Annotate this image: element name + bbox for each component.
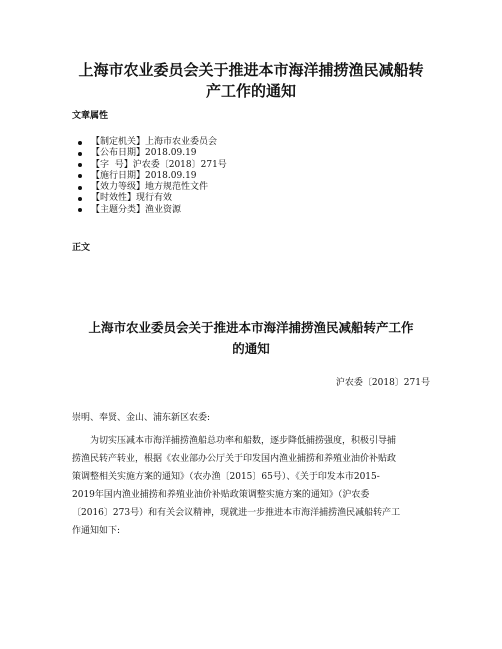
attribute-item [72, 205, 227, 216]
body-title-line: 的通知 [232, 341, 270, 356]
bullet-icon [78, 163, 82, 167]
document-number: 沪农委〔2018〕271号 [335, 378, 430, 388]
paragraph-line: 作通知如下: [72, 526, 121, 537]
body-title [40, 317, 462, 359]
attribute-text: 【时效性】现行有效 [91, 193, 173, 204]
attribute-text: 【主题分类】渔业资源 [91, 204, 182, 215]
attribute-item [72, 182, 227, 193]
attribute-text: 【字 号】沪农委〔2018〕271号 [91, 159, 227, 170]
body-heading: 正文 [72, 243, 91, 253]
attribute-item [72, 160, 227, 171]
attribute-text: 【效力等级】地方规范性文件 [91, 182, 209, 193]
bullet-icon [78, 197, 82, 201]
attribute-item [72, 137, 227, 148]
paragraph-line: 〔2016〕273号）和有关会议精神，现就进一步推进本市海洋捕捞渔民减船转产工 [72, 508, 401, 519]
attribute-list [72, 137, 227, 216]
bullet-icon [78, 174, 82, 178]
attribute-text: 【制定机关】上海市农业委员会 [91, 137, 218, 147]
paragraph-line: 策调整相关实施方案的通知》（农办渔〔2015〕65号）、《关于印发本市2015- [72, 472, 380, 483]
body-paragraph [72, 432, 432, 541]
attribute-text: 【公布日期】2018.09.19 [91, 148, 197, 159]
bullet-icon [78, 208, 82, 212]
salutation: 崇明、奉贤、金山、浦东新区农委: [72, 413, 211, 423]
attribute-text: 【施行日期】2018.09.19 [91, 170, 197, 181]
paragraph-line: 为切实压减本市海洋捕捞渔船总功率和船数，逐步降低捕捞强度，积极引导捕 [90, 436, 397, 446]
body-title-line: 上海市农业委员会关于推进本市海洋捕捞渔民减船转产工作 [88, 320, 414, 335]
paragraph-line: 捞渔民转产转业，根据《农业部办公厅关于印发国内渔业捕捞和养殖业油价补贴政 [72, 454, 397, 465]
attribute-item [72, 193, 227, 204]
bullet-icon [78, 141, 82, 145]
document-title-line: 产工作的通知 [205, 82, 296, 100]
document-title [40, 60, 462, 102]
attribute-item [72, 171, 227, 182]
bullet-icon [78, 186, 82, 190]
bullet-icon [78, 152, 82, 156]
attribute-item [72, 148, 227, 159]
paragraph-line: 2019年国内渔业捕捞和养殖业油价补贴政策调整实施方案的通知》（沪农委 [72, 490, 370, 501]
document-title-line: 上海市农业委员会关于推进本市海洋捕捞渔民减船转 [78, 61, 424, 79]
attributes-heading: 文章属性 [72, 111, 109, 121]
